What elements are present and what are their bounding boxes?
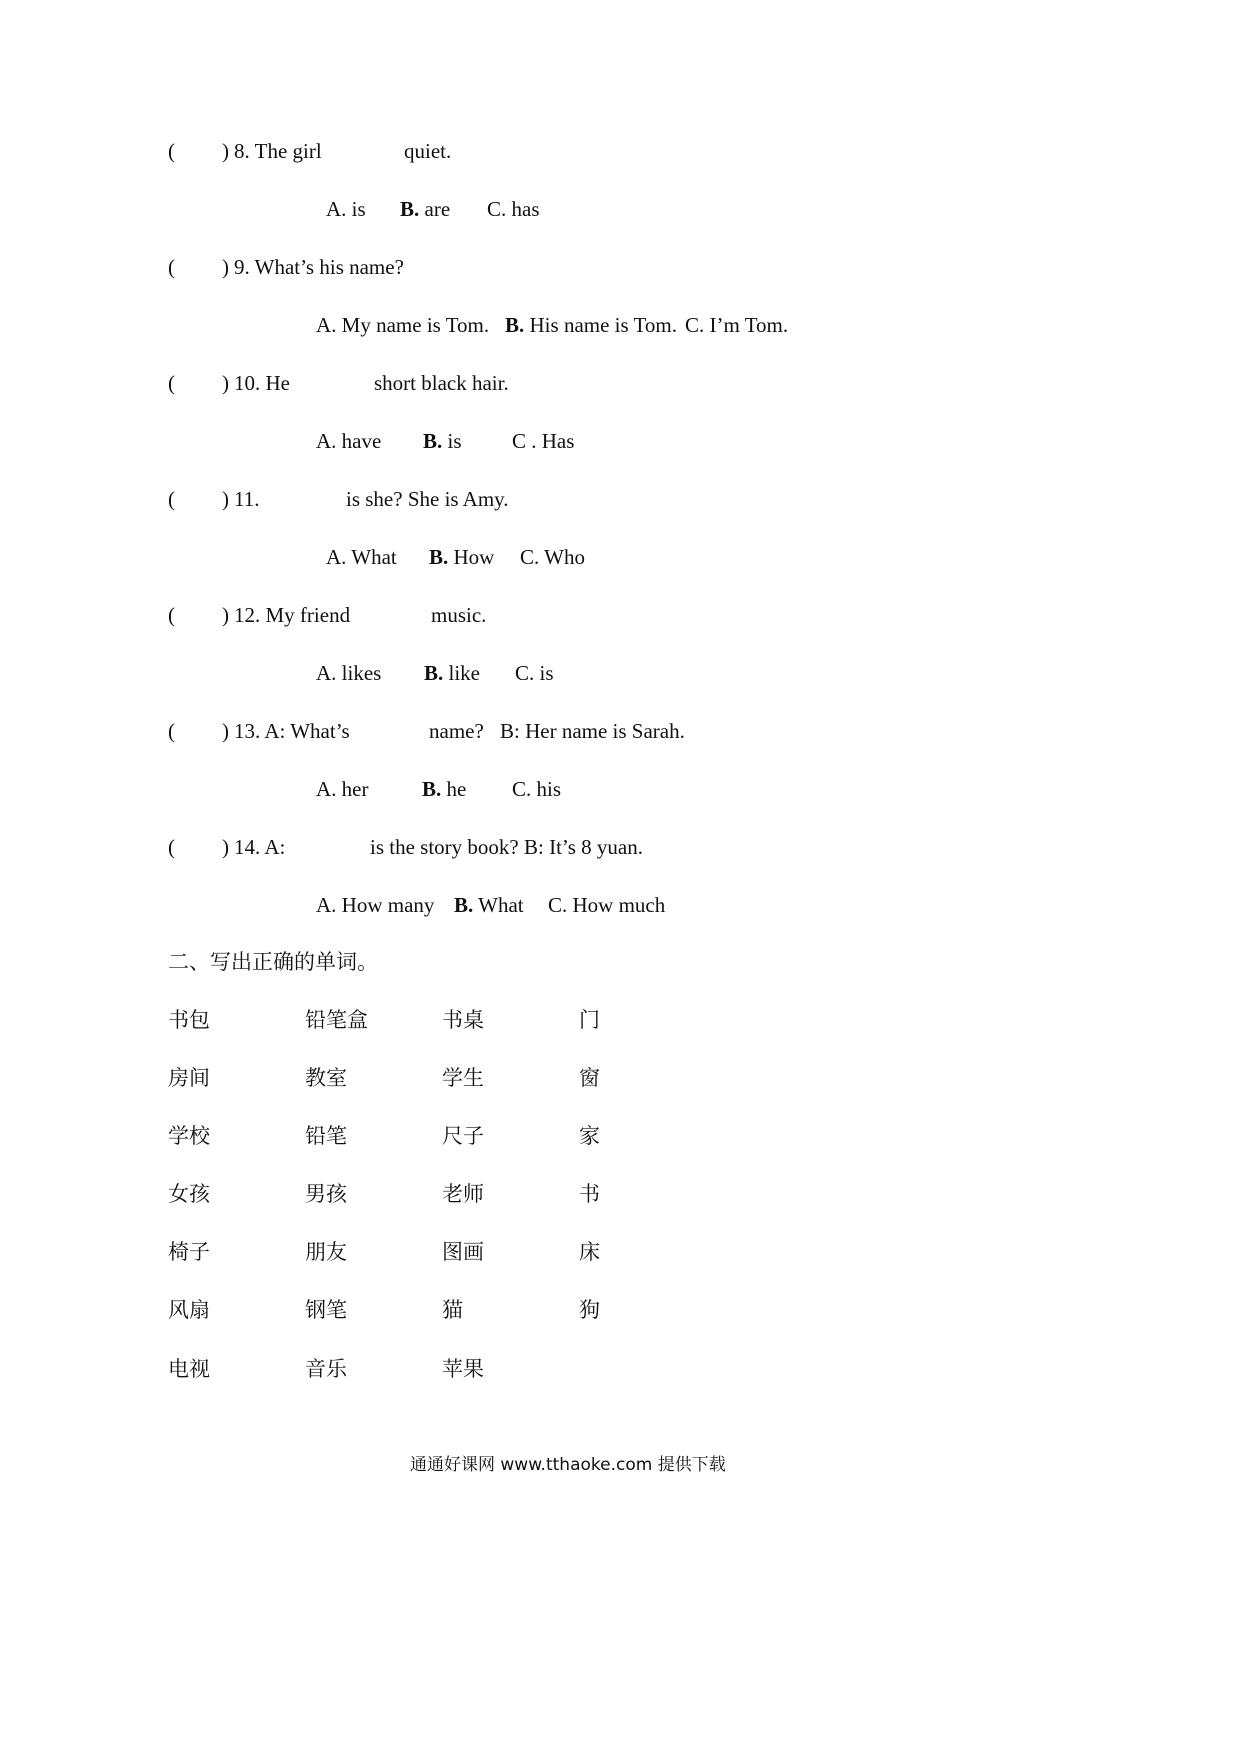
option-a: A. have [316,429,382,453]
word-cell: 朋友 [305,1240,347,1264]
question-stem: 13. A: What’s [234,719,350,743]
option-a: A. How many [316,893,435,917]
answer-paren-close: ) [222,371,229,395]
option-b-letter: B. [400,197,420,221]
question-stem: 14. A: [234,835,286,859]
option-b-letter: B. [505,313,525,337]
question-stem-end: is she? She is Amy. [346,487,509,511]
question-stem: 8. The girl [234,139,322,163]
word-cell: 书 [579,1182,600,1206]
answer-paren-open: ( [168,487,175,511]
word-cell: 风扇 [168,1298,210,1322]
answer-paren-close: ) [222,487,229,511]
word-cell: 椅子 [168,1240,210,1264]
answer-paren-open: ( [168,603,175,627]
answer-paren-close: ) [222,835,229,859]
word-cell: 男孩 [305,1182,347,1206]
option-b-letter: B. [424,661,444,685]
option-c: C. I’m Tom. [685,313,789,337]
option-b-text: His name is Tom. [524,313,677,337]
option-c: C. his [512,777,562,801]
section-title: 二、写出正确的单词。 [168,950,378,974]
option-c: C . Has [512,429,575,453]
word-cell: 老师 [442,1182,484,1206]
word-cell: 尺子 [442,1124,484,1148]
word-cell: 猫 [442,1298,463,1322]
answer-paren-close: ) [222,255,229,279]
option-c: C. has [487,197,540,221]
option-c: C. How much [548,893,666,917]
option-b-text: is [442,429,462,453]
word-cell: 狗 [579,1298,600,1322]
word-cell: 学校 [168,1124,210,1148]
answer-paren-open: ( [168,255,175,279]
option-b [422,779,466,800]
question-stem: 11. [234,487,260,511]
word-cell: 音乐 [305,1357,347,1381]
option-b-letter: B. [429,545,449,569]
question-stem: 10. He [234,371,290,395]
option-a: A. likes [316,661,382,685]
answer-paren-close: ) [222,139,229,163]
word-cell: 窗 [579,1066,600,1090]
question-stem-end: short black hair. [374,371,509,395]
word-cell: 女孩 [168,1182,210,1206]
question-stem: 9. What’s his name? [234,255,404,279]
page-footer: 通通好课网 www.tthaoke.com 提供下载 [410,1455,726,1475]
option-c: C. is [515,661,554,685]
option-a: A. My name is Tom. [316,313,490,337]
option-b-letter: B. [454,893,474,917]
word-cell: 学生 [442,1066,484,1090]
question-stem-end: is the story book? B: It’s 8 yuan. [370,835,643,859]
option-a: A. is [326,197,366,221]
word-cell: 铅笔 [305,1124,347,1148]
answer-paren-open: ( [168,139,175,163]
option-b-letter: B. [423,429,443,453]
option-a: A. her [316,777,369,801]
question-stem-end: B: Her name is Sarah. [500,719,685,743]
option-b-text: How [448,545,495,569]
option-b-text: What [473,893,524,917]
option-b-letter: B. [422,777,442,801]
question-stem-mid: name? [429,719,484,743]
option-b [400,199,450,220]
answer-paren-open: ( [168,719,175,743]
word-cell: 铅笔盒 [305,1008,368,1032]
option-b [454,895,524,916]
option-b-text: are [419,197,451,221]
option-b [429,547,494,568]
word-cell: 家 [579,1124,600,1148]
answer-paren-open: ( [168,835,175,859]
answer-paren-open: ( [168,371,175,395]
word-cell: 电视 [168,1357,210,1381]
word-cell: 钢笔 [305,1298,347,1322]
option-c: C. Who [520,545,585,569]
question-stem: 12. My friend [234,603,351,627]
option-b-text: like [443,661,481,685]
word-cell: 书包 [168,1008,210,1032]
question-stem-end: music. [431,603,487,627]
word-cell: 苹果 [442,1357,484,1381]
word-cell: 教室 [305,1066,347,1090]
word-cell: 门 [579,1008,600,1032]
option-b [505,315,677,336]
question-stem-end: quiet. [404,139,452,163]
word-cell: 书桌 [442,1008,484,1032]
answer-paren-close: ) [222,603,229,627]
word-cell: 房间 [168,1066,210,1090]
word-cell: 床 [579,1240,600,1264]
answer-paren-close: ) [222,719,229,743]
option-b [423,431,462,452]
option-b-text: he [441,777,467,801]
word-cell: 图画 [442,1240,484,1264]
option-a: A. What [326,545,397,569]
option-b [424,663,480,684]
